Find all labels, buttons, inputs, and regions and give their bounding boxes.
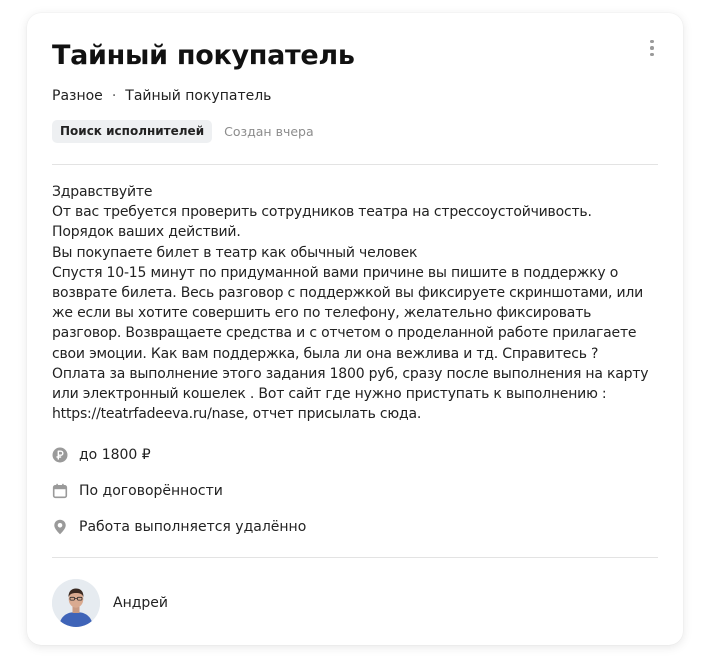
dot-icon — [650, 46, 654, 50]
task-card — [27, 13, 683, 645]
created-time: Создан вчера — [224, 124, 314, 139]
breadcrumb-category[interactable]: Разное — [52, 88, 103, 104]
breadcrumb-subcategory[interactable]: Тайный покупатель — [125, 88, 272, 104]
author-block — [52, 579, 658, 627]
task-description: Здравствуйте От вас требуется проверить сотрудников театра на стрессоустойчивость. Порядок ваших действий. Вы покупаете билет в театр как обычный человек Спустя 10-15 минут по придуманной вами причине вы пишите в поддержку о возврате билета. Весь разговор с поддержкой вы фиксируете скриншотами, или же если вы хотите совершить его по телефону, желательно фиксировать разговор. Возвращаете средства и с отчетом о проделанной работе прилагаете свои эмоции. Как вам поддержка, была ли она вежлива и тд. Справитесь ? Оплата за выполнение этого задания 1800 руб, сразу после выполнения на карту или электронный кошелек . Вот сайт где нужно приступать к выполнению : https://teatrfadeeva.ru/nase, отчет присылать сюда. — [52, 184, 649, 423]
ruble-coin-icon — [52, 447, 68, 463]
budget-attribute — [52, 437, 658, 473]
avatar[interactable] — [52, 579, 100, 627]
divider — [52, 557, 658, 558]
dot-icon — [650, 53, 654, 57]
location-text: Работа выполняется удалённо — [79, 519, 307, 536]
breadcrumb — [52, 87, 658, 105]
more-options-button[interactable] — [643, 37, 661, 59]
location-attribute — [52, 509, 658, 545]
location-pin-icon — [52, 519, 68, 535]
calendar-icon — [52, 483, 68, 499]
status-badge: Поиск исполнителей — [52, 120, 212, 143]
breadcrumb-separator: · — [111, 88, 117, 104]
divider — [52, 164, 658, 165]
task-attributes — [52, 437, 658, 545]
task-title: Тайный покупатель — [52, 40, 355, 71]
author-name[interactable]: Андрей — [113, 595, 169, 612]
schedule-text: По договорённости — [79, 483, 223, 500]
schedule-attribute — [52, 473, 658, 509]
budget-text: до 1800 ₽ — [79, 447, 151, 464]
status-row — [52, 120, 658, 143]
dot-icon — [650, 40, 654, 44]
